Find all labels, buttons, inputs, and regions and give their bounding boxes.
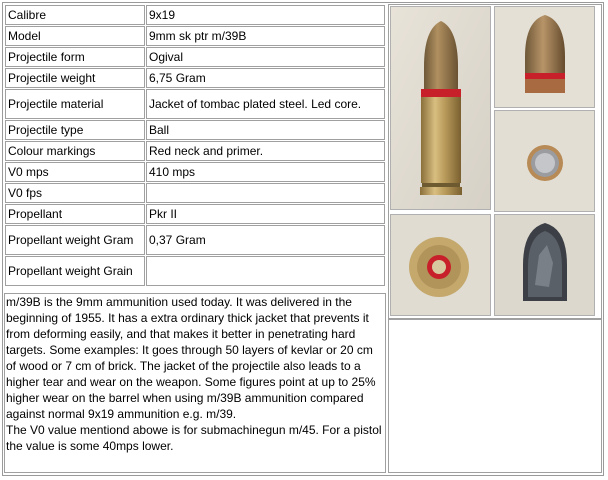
spec-label: V0 fps [5, 183, 145, 203]
table-row [5, 26, 385, 46]
spec-value: 9x19 [146, 5, 385, 25]
spec-value: Jacket of tombac plated steel. Led core. [146, 89, 385, 119]
spec-value: 6,75 Gram [146, 68, 385, 88]
spec-label: Propellant [5, 204, 145, 224]
description-paragraph: m/39B is the 9mm ammunition used today. It was delivered in the beginning of 1955. It has a extra ordinary thick jacket that prevents it from deforming easily, and that makes it better in penetrating hard targets. Some examples: It goes through 50 layers of kevlar or 20 cm of wood or 7 cm of brick. The jacket of the projectile also leads to a higher tear and wear on the weapon. Some figures point at up to 25% higher wear on the barrel when using m/39B ammunition compared against normal 9x19 ammunition e.g. m/39. [6, 295, 376, 421]
table-row [5, 162, 385, 182]
photo-grid [388, 4, 602, 316]
projectile-base-photo [494, 110, 595, 212]
spec-value: Red neck and primer. [146, 141, 385, 161]
cartridge-side-photo [390, 6, 491, 210]
table-row [5, 256, 385, 286]
spec-value [146, 183, 385, 203]
spec-label: Colour markings [5, 141, 145, 161]
spec-label: Projectile form [5, 47, 145, 67]
table-row [5, 141, 385, 161]
cartridge-base-photo [390, 214, 491, 316]
table-row [5, 89, 385, 119]
table-row [5, 204, 385, 224]
spec-label: Calibre [5, 5, 145, 25]
spec-label: Projectile weight [5, 68, 145, 88]
spec-value: 9mm sk ptr m/39B [146, 26, 385, 46]
spec-value: 0,37 Gram [146, 225, 385, 255]
spec-table [4, 4, 386, 287]
spec-label: Propellant weight Grain [5, 256, 145, 286]
spec-value: Ogival [146, 47, 385, 67]
spec-label: Projectile material [5, 89, 145, 119]
projectile-cutaway-photo [494, 214, 595, 316]
table-row [5, 225, 385, 255]
projectile-photo [494, 6, 595, 108]
spec-label: Projectile type [5, 120, 145, 140]
description [4, 294, 388, 454]
spec-value: Pkr II [146, 204, 385, 224]
table-row [5, 183, 385, 203]
description-paragraph: The V0 value mentiond abowe is for submachinegun m/45. For a pistol the value is some 40mps lower. [6, 423, 382, 453]
empty-cell [388, 319, 602, 473]
table-row [5, 120, 385, 140]
spec-label: V0 mps [5, 162, 145, 182]
table-row [5, 68, 385, 88]
spec-value: 410 mps [146, 162, 385, 182]
spec-label: Propellant weight Gram [5, 225, 145, 255]
table-row [5, 5, 385, 25]
table-row [5, 47, 385, 67]
spec-label: Model [5, 26, 145, 46]
spec-value [146, 256, 385, 286]
spec-value: Ball [146, 120, 385, 140]
